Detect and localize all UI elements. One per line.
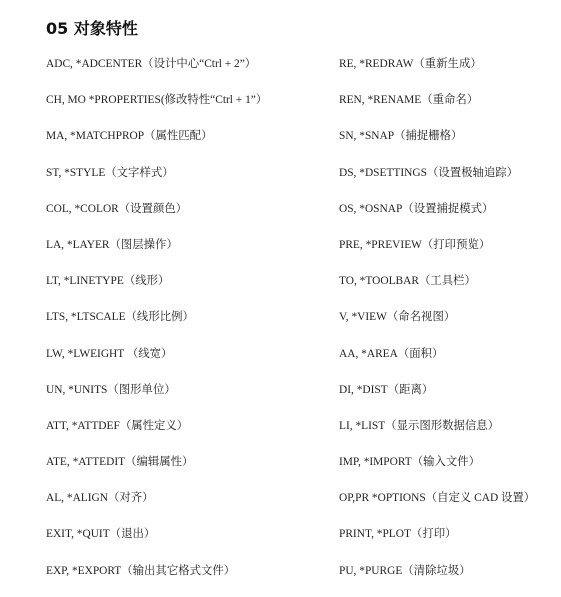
- command-row: TO, *TOOLBAR（工具栏）: [339, 275, 476, 288]
- command-row: PRINT, *PLOT（打印）: [339, 528, 457, 541]
- command-row: ST, *STYLE（文字样式）: [46, 166, 174, 179]
- command-row: UN, *UNITS（图形单位）: [46, 383, 176, 396]
- command-row: ATT, *ATTDEF（属性定义）: [46, 419, 189, 432]
- command-row: REN, *RENAME（重命名）: [339, 94, 479, 107]
- command-row: LTS, *LTSCALE（线形比例）: [46, 311, 194, 324]
- command-row: SN, *SNAP（捕捉栅格）: [339, 130, 463, 143]
- left-command-list: [46, 54, 286, 597]
- command-row: PU, *PURGE（清除垃圾）: [339, 564, 471, 577]
- command-row: OP,PR *OPTIONS（自定义 CAD 设置）: [339, 492, 536, 505]
- command-row: LT, *LINETYPE（线形）: [46, 275, 170, 288]
- section-title: 05 对象特性: [46, 19, 138, 38]
- command-row: MA, *MATCHPROP（属性匹配）: [46, 130, 213, 143]
- command-row: EXIT, *QUIT（退出）: [46, 528, 156, 541]
- command-row: LA, *LAYER（图层操作）: [46, 238, 178, 251]
- command-row: IMP, *IMPORT（输入文件）: [339, 456, 481, 469]
- command-row: RE, *REDRAW（重新生成）: [339, 58, 482, 70]
- command-row: LW, *LWEIGHT （线宽）: [46, 347, 173, 360]
- right-command-list: [339, 54, 554, 597]
- command-row: AL, *ALIGN（对齐）: [46, 492, 154, 505]
- command-row: ADC, *ADCENTER（设计中心“Ctrl + 2”）: [46, 58, 257, 70]
- command-row: V, *VIEW（命名视图）: [339, 311, 456, 324]
- command-row: LI, *LIST（显示图形数据信息）: [339, 419, 500, 432]
- command-row: ATE, *ATTEDIT（编辑属性）: [46, 456, 194, 469]
- command-row: EXP, *EXPORT（输出其它格式文件）: [46, 564, 236, 577]
- command-row: CH, MO *PROPERTIES(修改特性“Ctrl + 1”）: [46, 94, 268, 107]
- command-row: DS, *DSETTINGS（设置极轴追踪）: [339, 166, 519, 179]
- command-row: PRE, *PREVIEW（打印预览）: [339, 238, 491, 251]
- command-row: AA, *AREA（面积）: [339, 347, 444, 360]
- command-row: DI, *DIST（距离）: [339, 383, 434, 396]
- command-row: OS, *OSNAP（设置捕捉模式）: [339, 202, 494, 215]
- command-row: COL, *COLOR（设置颜色）: [46, 202, 188, 215]
